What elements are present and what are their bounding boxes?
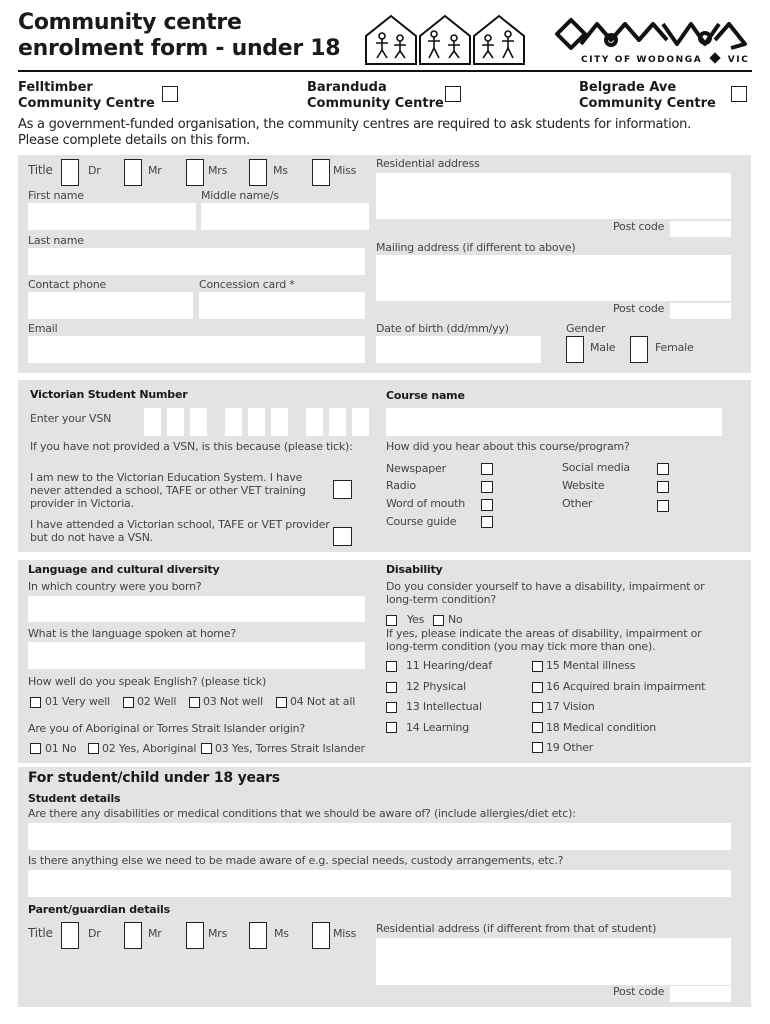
aboriginal-yes-checkbox[interactable] [88,743,99,754]
parent-title-mr-label: Mr [148,927,162,940]
disability-areas-question: If yes, please indicate the areas of disability, impairment or long-term condition (you may tick more than one). [386,627,702,653]
aboriginal-no-checkbox[interactable] [30,743,41,754]
title-label: Title [28,163,53,177]
residential-address-input[interactable] [376,173,731,219]
english-well-checkbox[interactable] [123,697,134,708]
title-mr-checkbox[interactable] [124,159,142,186]
first-name-input[interactable] [28,203,196,230]
email-input[interactable] [28,336,365,363]
disability-no-label: No [448,613,463,626]
title-mrs-checkbox[interactable] [186,159,204,186]
student-details-heading: Student details [28,792,121,805]
vsn-option-no-vsn-checkbox[interactable] [333,527,352,546]
concession-card-input[interactable] [199,292,365,319]
centre-name-line2: Community Centre [307,96,444,111]
intro-line1: As a government-funded organisation, the community centres are required to ask students for information. [18,117,692,132]
centre-name-line2: Community Centre [579,96,716,111]
disability-vision-label: 17 Vision [546,700,595,713]
disability-yes-label: Yes [407,613,425,626]
disability-medical-checkbox[interactable] [532,722,543,733]
title-mr-label: Mr [148,164,162,177]
source-newspaper-checkbox[interactable] [481,463,493,475]
vsn-option-no-vsn: I have attended a Victorian school, TAFE or VET provider but do not have a VSN. [30,518,330,544]
course-name-input[interactable] [386,408,722,436]
aboriginal-question: Are you of Aboriginal or Torres Strait Islander origin? [28,722,306,735]
centre-name-line1: Belgrade Ave [579,80,677,95]
concession-card-label: Concession card * [199,278,295,291]
under18-panel [18,767,751,1007]
disability-other-label: 19 Other [546,741,594,754]
title-ms-checkbox[interactable] [249,159,267,186]
parent-title-mr-checkbox[interactable] [124,922,142,949]
parent-title-mrs-label: Mrs [208,927,228,940]
form-title [18,10,340,62]
gender-female-label: Female [655,341,694,354]
medical-question: Are there any disabilities or medical conditions that we should be aware of? (include allergies/diet etc): [28,807,576,820]
vsn-digit[interactable] [271,408,288,436]
source-newspaper-label: Newspaper [386,462,446,475]
language-heading: Language and cultural diversity [28,563,220,576]
contact-phone-input[interactable] [28,292,193,319]
gender-male-checkbox[interactable] [566,336,584,363]
disability-learning-checkbox[interactable] [386,722,397,733]
title-miss-label: Miss [333,164,357,177]
parent-residential-input[interactable] [376,938,731,985]
english-not-well-checkbox[interactable] [189,697,200,708]
special-needs-input[interactable] [28,870,731,897]
source-course-guide-label: Course guide [386,515,457,528]
source-radio-checkbox[interactable] [481,481,493,493]
disability-physical-checkbox[interactable] [386,682,397,693]
title-miss-checkbox[interactable] [312,159,330,186]
course-heading: Course name [386,389,465,402]
source-website-checkbox[interactable] [657,481,669,493]
vsn-digit[interactable] [144,408,161,436]
middle-name-label: Middle name/s [201,189,279,202]
disability-medical-label: 18 Medical condition [546,721,656,734]
centre-belgrade-checkbox[interactable] [731,86,747,102]
parent-title-miss-label: Miss [333,927,357,940]
centre-name-line1: Baranduda [307,80,387,95]
centre-felltimber [18,80,155,112]
mailing-address-label: Mailing address (if different to above) [376,241,576,254]
gender-label: Gender [566,322,606,335]
torres-strait-checkbox[interactable] [201,743,212,754]
source-social-media-checkbox[interactable] [657,463,669,475]
source-word-of-mouth-label: Word of mouth [386,497,465,510]
english-not-well-label: 03 Not well [203,695,263,708]
logo-state: VIC [727,55,750,65]
disability-intellectual-checkbox[interactable] [386,702,397,713]
centre-felltimber-checkbox[interactable] [162,86,178,102]
disability-mental-label: 15 Mental illness [546,659,636,672]
last-name-label: Last name [28,234,84,247]
source-website-label: Website [562,479,605,492]
medical-input[interactable] [28,823,731,850]
vsn-digit-boxes [144,408,374,436]
mailing-post-code-input[interactable] [670,303,731,319]
centre-baranduda-checkbox[interactable] [445,86,461,102]
centre-baranduda [307,80,444,112]
english-not-at-all-checkbox[interactable] [276,697,287,708]
residential-address-label: Residential address [376,157,480,170]
logo-text: CITY OF WODONGA [581,55,703,65]
aboriginal-yes-label: 02 Yes, Aboriginal [102,742,197,755]
torres-strait-label: 03 Yes, Torres Strait Islander [215,742,365,755]
centre-belgrade [579,80,716,112]
english-question: How well do you speak English? (please tick) [28,675,267,688]
disability-brain-label: 16 Acquired brain impairment [546,680,706,693]
parent-title-dr-label: Dr [88,927,101,940]
form-title-line1: Community centre [18,10,242,35]
disability-physical-label: 12 Physical [406,680,467,693]
vsn-digit[interactable] [190,408,207,436]
vsn-course-panel [18,380,751,552]
disability-hearing-label: 11 Hearing/deaf [406,659,492,672]
vsn-question: If you have not provided a VSN, is this because (please tick): [30,440,353,453]
parent-title-label: Title [28,926,53,940]
disability-vision-checkbox[interactable] [532,702,543,713]
parent-title-dr-checkbox[interactable] [61,922,79,949]
vsn-option-new-checkbox[interactable] [333,480,352,499]
dob-input[interactable] [376,336,541,363]
parent-residential-label: Residential address (if different from that of student) [376,922,657,935]
vsn-digit[interactable] [329,408,346,436]
disability-yes-checkbox[interactable] [386,615,397,626]
logo-diamond-icon [709,52,720,63]
post-code-input[interactable] [670,221,731,237]
form-title-line2: enrolment form - under 18 [18,36,341,61]
vsn-digit[interactable] [167,408,184,436]
centre-name-line2: Community Centre [18,96,155,111]
source-word-of-mouth-checkbox[interactable] [481,499,493,511]
aboriginal-no-label: 01 No [45,742,77,755]
source-radio-label: Radio [386,479,416,492]
contact-phone-label: Contact phone [28,278,107,291]
language-question: What is the language spoken at home? [28,627,236,640]
vsn-digit[interactable] [306,408,323,436]
parent-title-ms-checkbox[interactable] [249,922,267,949]
english-very-well-checkbox[interactable] [30,697,41,708]
mailing-address-input[interactable] [376,255,731,301]
middle-name-input[interactable] [201,203,369,230]
under18-heading: For student/child under 18 years [28,770,280,786]
disability-mental-checkbox[interactable] [532,661,543,672]
parent-details-heading: Parent/guardian details [28,903,170,916]
disability-hearing-checkbox[interactable] [386,661,397,672]
course-source-question: How did you hear about this course/program? [386,440,630,453]
first-name-label: First name [28,189,84,202]
community-houses-icon [364,14,529,66]
title-dr-label: Dr [88,164,101,177]
disability-intellectual-label: 13 Intellectual [406,700,482,713]
parent-title-mrs-checkbox[interactable] [186,922,204,949]
source-course-guide-checkbox[interactable] [481,516,493,528]
last-name-input[interactable] [28,248,365,275]
gender-female-checkbox[interactable] [630,336,648,363]
country-question: In which country were you born? [28,580,202,593]
disability-brain-checkbox[interactable] [532,682,543,693]
english-well-label: 02 Well [137,695,177,708]
wodonga-logo [553,14,753,68]
parent-title-miss-checkbox[interactable] [312,922,330,949]
centre-name-line1: Felltimber [18,80,93,95]
title-dr-checkbox[interactable] [61,159,79,186]
personal-details-panel [18,155,751,373]
vsn-digit[interactable] [225,408,242,436]
mailing-post-code-label: Post code [613,302,665,315]
vsn-option-new: I am new to the Victorian Education System. I have never attended a school, TAFE or other VET training provider in Victoria. [30,471,306,510]
language-disability-panel [18,560,751,763]
parent-post-code-label: Post code [613,985,665,998]
disability-other-checkbox[interactable] [532,742,543,753]
email-label: Email [28,322,58,335]
vsn-heading: Victorian Student Number [30,388,188,401]
intro-text [18,117,691,149]
parent-title-ms-label: Ms [274,927,289,940]
country-input[interactable] [28,596,365,622]
source-other-label: Other [562,497,593,510]
disability-heading: Disability [386,563,443,576]
parent-post-code-input[interactable] [670,986,731,1002]
disability-question: Do you consider yourself to have a disability, impairment or long-term condition? [386,580,705,606]
vsn-digit[interactable] [352,408,369,436]
special-needs-question: Is there anything else we need to be made aware of e.g. special needs, custody arrangements, etc.? [28,854,564,867]
language-input[interactable] [28,642,365,669]
intro-line2: Please complete details on this form. [18,133,250,148]
source-other-checkbox[interactable] [657,500,669,512]
source-social-media-label: Social media [562,461,630,474]
vsn-digit[interactable] [248,408,265,436]
english-not-at-all-label: 04 Not at all [290,695,356,708]
vsn-enter-label: Enter your VSN [30,412,112,425]
gender-male-label: Male [590,341,616,354]
title-mrs-label: Mrs [208,164,228,177]
disability-learning-label: 14 Learning [406,721,470,734]
disability-no-checkbox[interactable] [433,615,444,626]
title-ms-label: Ms [273,164,288,177]
post-code-label: Post code [613,220,665,233]
header-rule [18,70,752,72]
english-very-well-label: 01 Very well [45,695,110,708]
dob-label: Date of birth (dd/mm/yy) [376,322,509,335]
